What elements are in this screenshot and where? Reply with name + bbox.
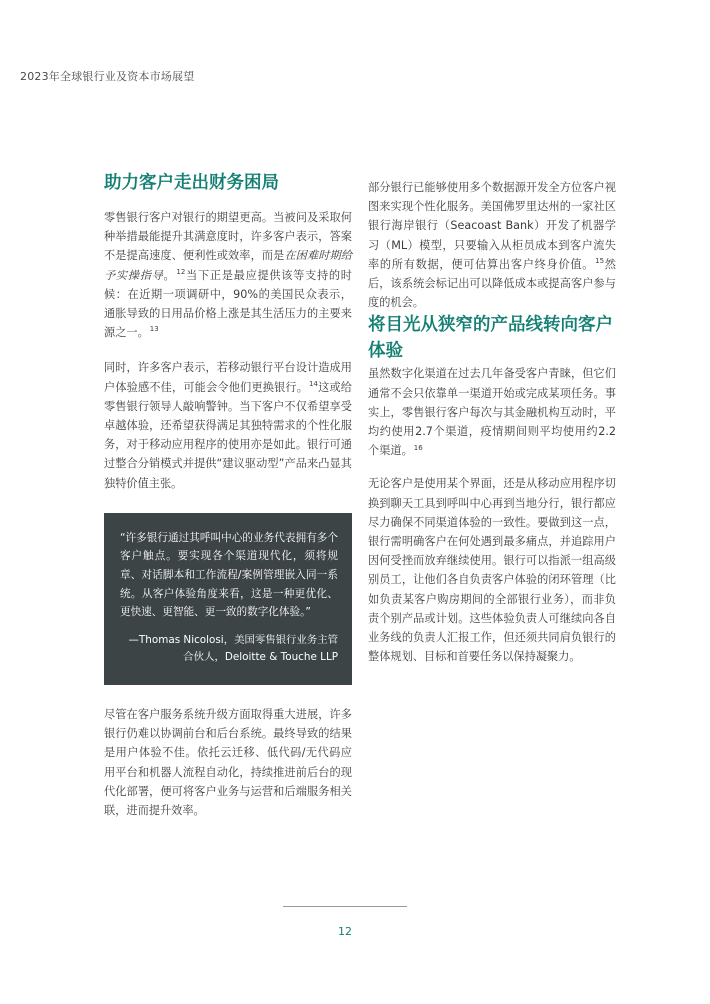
section-heading-customer-experience: 将目光从狭窄的产品线转向客户体验 bbox=[368, 315, 613, 362]
text-run: 这或给零售银行领导人敲响警钟。当下客户不仅希望享受卓越体验，还希望获得满足其独特需求的个性化服务，对于移动应用程序的使用亦是如此。银行可通过整合分销模式并提供“建议驱动型”产品来凸显其独特价值主张。 bbox=[104, 380, 352, 490]
text-run: 部分银行已能够使用多个数据源开发全方位客户视图来实现个性化服务。美国佛罗里达州的一家社区银行海岸银行（Seacoast Bank）开发了机器学习（ML）模型，只要输入从柜员成本到客户流失率的所有数据，便可估算出客户终身价值。 bbox=[368, 181, 616, 271]
right-column bbox=[368, 178, 616, 666]
pull-quote bbox=[104, 513, 352, 685]
paragraph-digital-channels bbox=[368, 364, 616, 460]
text-run: 然后，该系统会标记出可以降低成本或提高客户参与度的机会。 bbox=[368, 257, 616, 310]
paragraph-customer-view bbox=[368, 178, 616, 312]
emphasis-text: 在困难时期给予实操指导 bbox=[104, 249, 352, 282]
text-run: 零售银行客户对银行的期望更高。当被问及采取何种举措最能提升其满意度时，许多客户表示，答案不是提高速度、便利性或效率，而是 bbox=[104, 211, 352, 263]
quote-attribution: —Thomas Nicolosi，美国零售银行业务主管合伙人，Deloitte & Touche LLP bbox=[128, 633, 338, 664]
footnote-ref-15[interactable]: 15 bbox=[595, 257, 605, 266]
footnote-ref-16[interactable]: 16 bbox=[413, 443, 423, 452]
left-column bbox=[104, 170, 352, 820]
footnote-ref-12[interactable]: 12 bbox=[176, 267, 186, 276]
section-heading-financial-help: 助力客户走出财务困局 bbox=[104, 173, 279, 193]
text-run: 当下正是最应提供该等支持的时候：在近期一项调研中，90%的美国民众表示，通胀导致的日用品价格上涨是其生活压力的主要来源之一。 bbox=[104, 268, 352, 340]
footer-divider bbox=[283, 906, 407, 907]
text-run: 同时，许多客户表示，若移动银行平台设计造成用户体验感不佳，可能会令他们更换银行。 bbox=[104, 361, 352, 394]
footnote-ref-13[interactable]: 13 bbox=[149, 325, 159, 334]
footnote-ref-14[interactable]: 14 bbox=[309, 379, 318, 388]
paragraph-customer-expectations bbox=[104, 208, 352, 342]
paragraph-mobile-experience bbox=[104, 358, 352, 492]
text-run: 虽然数字化渠道在过去几年备受客户青睐，但它们通常不会只依靠单一渠道开始或完成某项任务。事实上，零售银行客户每次与其金融机构互动时，平均约使用2.7个渠道，疫情期间则平均使用约2.2个渠道。 bbox=[368, 367, 616, 458]
paragraph-system-upgrade: 尽管在客户服务系统升级方面取得重大进展，许多银行仍难以协调前台和后台系统。最终导致的结果是用户体验不佳。依托云迁移、低代码/无代码应用平台和机器人流程自动化，持续推进前后台的现代化部署，便可将客户业务与运营和后端服务相关联，进而提升效率。 bbox=[104, 708, 352, 818]
page-number: 12 bbox=[338, 925, 352, 938]
quote-text: “许多银行通过其呼叫中心的业务代表拥有多个客户触点。要实现各个渠道现代化，须将规章、对话脚本和工作流程/案例管理嵌入同一系统。从客户体验角度来看，这是一种更优化、更快速、更智能、更一致的数字化体验。” bbox=[120, 531, 338, 619]
paragraph-channel-consistency: 无论客户是使用某个界面，还是从移动应用程序切换到聊天工具到呼叫中心再到当地分行，银行都应尽力确保不同渠道体验的一致性。要做到这一点，银行需明确客户在何处遇到最多痛点，并追踪用户因何受挫而放弃继续使用。银行可以指派一组高级别员工，让他们各自负责客户体验的闭环管理（比如负责某客户购房期间的全部银行业务），而非负责个别产品或计划。这些体验负责人可继续向各自业务线的负责人汇报工作，但还须共同肩负银行的整体规划、目标和首要任务以保持凝聚力。 bbox=[368, 477, 616, 664]
text-run: 。 bbox=[163, 268, 176, 282]
running-header: 2023年全球银行业及资本市场展望 bbox=[20, 70, 195, 83]
